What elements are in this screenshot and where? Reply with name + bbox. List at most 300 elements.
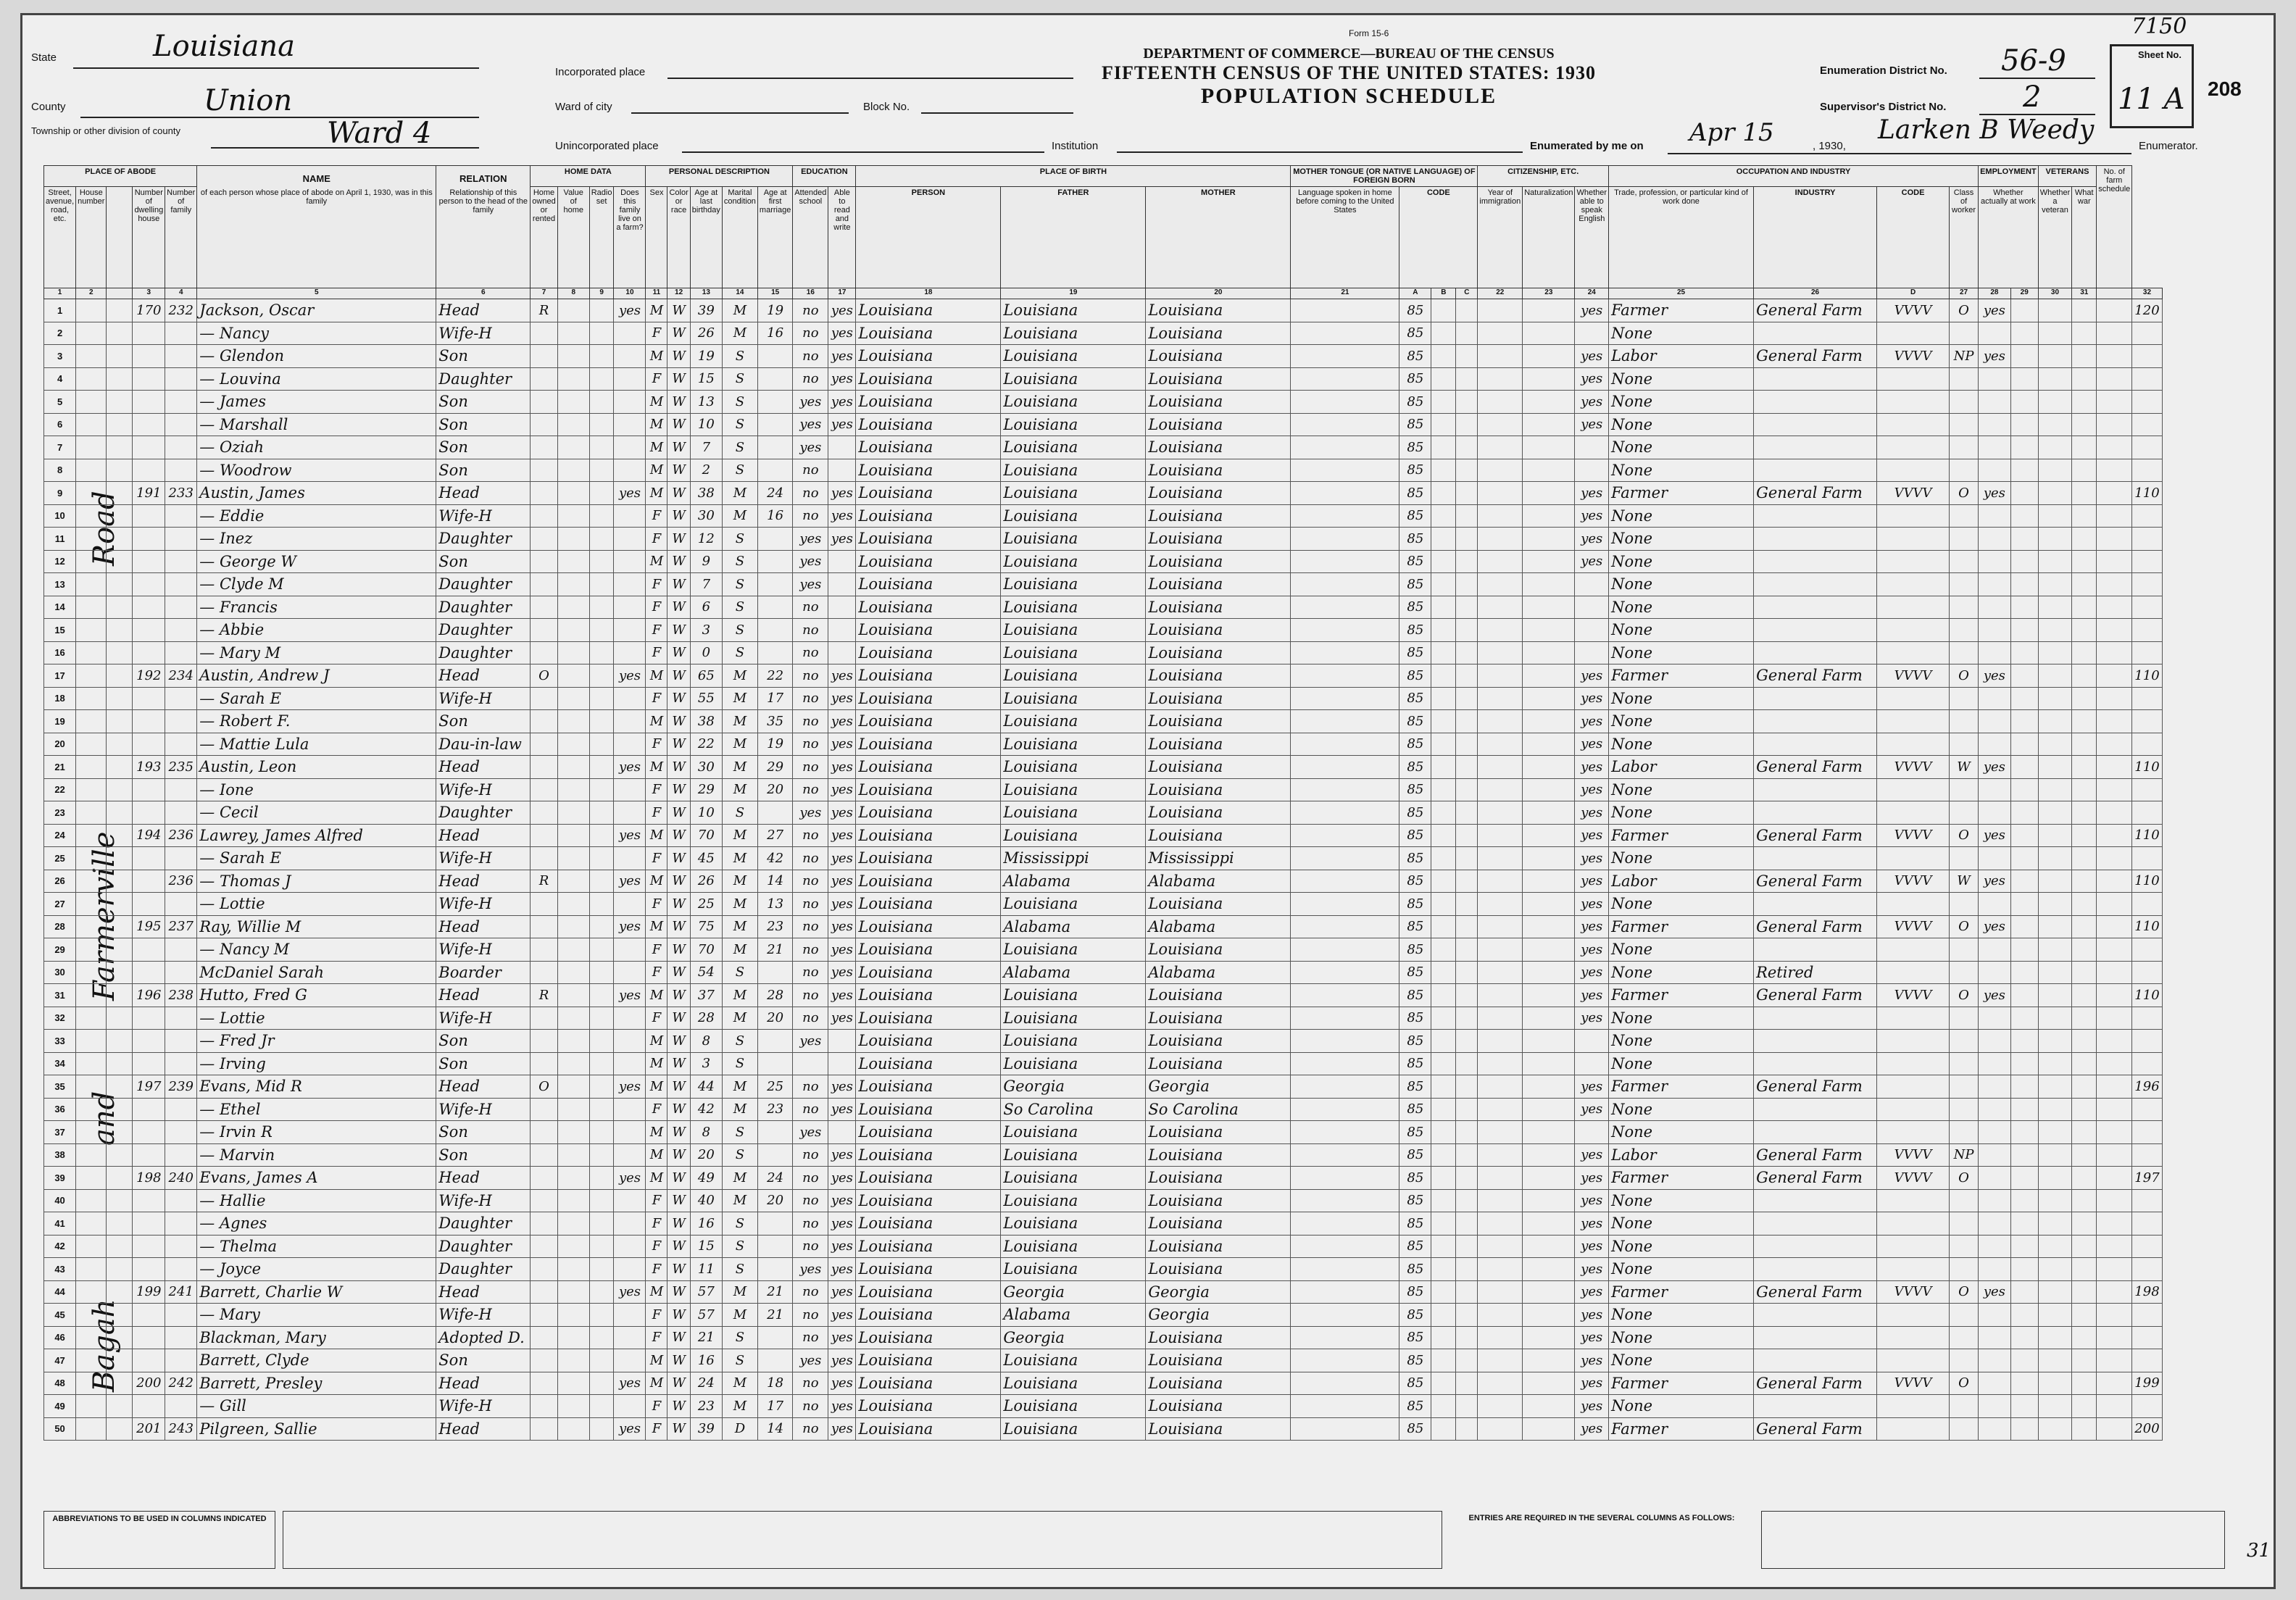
race: W <box>667 961 690 984</box>
marital: M <box>722 893 757 916</box>
industry: General Farm <box>1754 1280 1877 1304</box>
marital: M <box>722 938 757 962</box>
relation: Son <box>436 1349 531 1372</box>
industry <box>1754 573 1877 596</box>
at-work <box>1979 1417 2011 1441</box>
occupation: None <box>1609 322 1754 345</box>
race: W <box>667 1052 690 1075</box>
col-mother-birth: MOTHER <box>1146 187 1291 288</box>
birth-code: 85 <box>1399 641 1431 664</box>
farm-schedule: 196 <box>2132 1075 2162 1099</box>
extra <box>2097 824 2132 847</box>
race: W <box>667 893 690 916</box>
birthplace: Louisiana <box>856 915 1001 938</box>
immigration <box>1478 459 1523 482</box>
english: yes <box>1575 893 1609 916</box>
naturalization <box>1523 1235 1575 1258</box>
war <box>2072 733 2097 756</box>
language <box>1291 984 1399 1007</box>
school: no <box>793 915 828 938</box>
farm-schedule: 110 <box>2132 664 2162 688</box>
occupation: None <box>1609 1326 1754 1349</box>
at-work: yes <box>1979 915 2011 938</box>
birth-code: 85 <box>1399 893 1431 916</box>
home-owned <box>531 1189 557 1212</box>
family-number <box>165 345 197 368</box>
state-value: Louisiana <box>153 30 295 63</box>
family-number <box>165 1235 197 1258</box>
naturalization <box>1523 1052 1575 1075</box>
person-name: — Hallie <box>197 1189 436 1212</box>
farm-schedule <box>2132 1030 2162 1053</box>
birthplace: Louisiana <box>856 619 1001 642</box>
english: yes <box>1575 915 1609 938</box>
class-worker: NP <box>1950 345 1979 368</box>
family-number <box>165 619 197 642</box>
col-person-birth: PERSON <box>856 187 1001 288</box>
street-cell <box>76 1349 107 1372</box>
immigration <box>1478 1417 1523 1441</box>
school: yes <box>793 413 828 436</box>
line-number: 35 <box>44 1075 76 1099</box>
home-value <box>557 413 589 436</box>
age: 70 <box>690 938 722 962</box>
enumerator-name: Larken B Weedy <box>1878 115 2095 145</box>
birth-code: 85 <box>1399 550 1431 573</box>
mother-birthplace: Louisiana <box>1146 893 1291 916</box>
occupation: Farmer <box>1609 1417 1754 1441</box>
col-relation-title: RELATION <box>459 173 507 184</box>
veteran <box>2038 641 2072 664</box>
person-name: — Lottie <box>197 1007 436 1030</box>
radio-set <box>589 915 614 938</box>
class-worker <box>1950 1417 1979 1441</box>
class-worker <box>1950 778 1979 801</box>
code-b <box>1431 1212 1456 1236</box>
house-cell <box>107 847 133 870</box>
farm-schedule: 110 <box>2132 824 2162 847</box>
house-cell <box>107 893 133 916</box>
person-name: Barrett, Presley <box>197 1372 436 1395</box>
work-no <box>2010 961 2038 984</box>
school: no <box>793 1417 828 1441</box>
table-row <box>44 1235 2163 1258</box>
marital: M <box>722 1280 757 1304</box>
birth-code: 85 <box>1399 756 1431 779</box>
class-worker <box>1950 1349 1979 1372</box>
class-worker: O <box>1950 299 1979 322</box>
class-worker: O <box>1950 1372 1979 1395</box>
at-work <box>1979 1030 2011 1053</box>
house-cell <box>107 733 133 756</box>
farm-flag: yes <box>614 915 646 938</box>
column-number: 28 <box>1979 288 2011 299</box>
dwelling-number <box>133 550 165 573</box>
census-title: FIFTEENTH CENSUS OF THE UNITED STATES: 1930 <box>1101 62 1597 83</box>
school: no <box>793 1326 828 1349</box>
work-no <box>2010 1280 2038 1304</box>
father-birthplace: Louisiana <box>1001 1372 1146 1395</box>
read-write: yes <box>828 413 856 436</box>
work-no <box>2010 1235 2038 1258</box>
immigration <box>1478 984 1523 1007</box>
read-write: yes <box>828 1372 856 1395</box>
street-cell <box>76 1007 107 1030</box>
street-cell <box>76 756 107 779</box>
age-married: 20 <box>757 778 792 801</box>
extra <box>2097 1372 2132 1395</box>
race: W <box>667 984 690 1007</box>
naturalization <box>1523 459 1575 482</box>
work-no <box>2010 1417 2038 1441</box>
page-number: 208 <box>2208 78 2242 100</box>
at-work <box>1979 391 2011 414</box>
home-owned <box>531 1052 557 1075</box>
occ-code: VVVV <box>1877 824 1950 847</box>
occupation: None <box>1609 619 1754 642</box>
class-worker <box>1950 1052 1979 1075</box>
veteran <box>2038 1326 2072 1349</box>
immigration <box>1478 961 1523 984</box>
table-row <box>44 459 2163 482</box>
line-number: 27 <box>44 893 76 916</box>
extra <box>2097 573 2132 596</box>
age-married <box>757 1326 792 1349</box>
sex: F <box>646 528 667 551</box>
birth-code: 85 <box>1399 1258 1431 1281</box>
language <box>1291 893 1399 916</box>
read-write: yes <box>828 299 856 322</box>
house-cell <box>107 619 133 642</box>
code-b <box>1431 847 1456 870</box>
line-number: 13 <box>44 573 76 596</box>
home-value <box>557 1280 589 1304</box>
column-number: 17 <box>828 288 856 299</box>
mother-birthplace: Louisiana <box>1146 596 1291 619</box>
township-underline <box>211 147 479 149</box>
relation: Son <box>436 391 531 414</box>
naturalization <box>1523 1075 1575 1099</box>
occ-code <box>1877 710 1950 733</box>
marital: M <box>722 733 757 756</box>
immigration <box>1478 413 1523 436</box>
col-relation <box>436 166 531 288</box>
code-c <box>1456 322 1478 345</box>
farm-schedule <box>2132 687 2162 710</box>
industry <box>1754 413 1877 436</box>
column-number: 26 <box>1754 288 1877 299</box>
sex: M <box>646 345 667 368</box>
table-row <box>44 687 2163 710</box>
school: yes <box>793 1349 828 1372</box>
radio-set <box>589 1235 614 1258</box>
veteran <box>2038 1121 2072 1144</box>
house-cell <box>107 528 133 551</box>
home-owned <box>531 459 557 482</box>
line-number: 46 <box>44 1326 76 1349</box>
industry <box>1754 710 1877 733</box>
farm-flag: yes <box>614 664 646 688</box>
age-married: 16 <box>757 322 792 345</box>
column-number: 20 <box>1146 288 1291 299</box>
class-worker <box>1950 1304 1979 1327</box>
work-no <box>2010 619 2038 642</box>
age-married <box>757 1258 792 1281</box>
mother-birthplace: Louisiana <box>1146 459 1291 482</box>
unincorporated-label: Unincorporated place <box>555 140 659 152</box>
read-write: yes <box>828 345 856 368</box>
person-name: — Thelma <box>197 1235 436 1258</box>
birthplace: Louisiana <box>856 984 1001 1007</box>
street-cell <box>76 801 107 825</box>
home-owned <box>531 1326 557 1349</box>
family-number <box>165 391 197 414</box>
marital: M <box>722 1395 757 1418</box>
school: no <box>793 1007 828 1030</box>
father-birthplace: Mississippi <box>1001 847 1146 870</box>
class-worker <box>1950 1395 1979 1418</box>
school: yes <box>793 391 828 414</box>
marital: S <box>722 1052 757 1075</box>
home-owned: R <box>531 870 557 893</box>
industry <box>1754 687 1877 710</box>
father-birthplace: Louisiana <box>1001 528 1146 551</box>
farm-flag <box>614 391 646 414</box>
extra <box>2097 504 2132 528</box>
farm-flag <box>614 459 646 482</box>
dwelling-number <box>133 687 165 710</box>
code-b <box>1431 299 1456 322</box>
english: yes <box>1575 961 1609 984</box>
school: no <box>793 482 828 505</box>
industry <box>1754 528 1877 551</box>
family-number <box>165 367 197 391</box>
corner-mark: 31 <box>2247 1540 2271 1562</box>
occupation: None <box>1609 1304 1754 1327</box>
industry: General Farm <box>1754 299 1877 322</box>
race: W <box>667 641 690 664</box>
person-name: — Nancy M <box>197 938 436 962</box>
code-c <box>1456 801 1478 825</box>
street-cell <box>76 1280 107 1304</box>
table-row <box>44 1075 2163 1099</box>
occupation: None <box>1609 801 1754 825</box>
race: W <box>667 710 690 733</box>
dwelling-number: 200 <box>133 1372 165 1395</box>
home-owned <box>531 1395 557 1418</box>
column-number: 12 <box>667 288 690 299</box>
age-married: 17 <box>757 1395 792 1418</box>
occupation: Farmer <box>1609 915 1754 938</box>
relation: Daughter <box>436 1235 531 1258</box>
occ-code <box>1877 1007 1950 1030</box>
read-write: yes <box>828 1098 856 1121</box>
age-married: 42 <box>757 847 792 870</box>
family-number <box>165 733 197 756</box>
occupation: Farmer <box>1609 299 1754 322</box>
immigration <box>1478 573 1523 596</box>
line-number: 50 <box>44 1417 76 1441</box>
home-value <box>557 641 589 664</box>
house-cell <box>107 391 133 414</box>
veteran <box>2038 984 2072 1007</box>
occupation: None <box>1609 1052 1754 1075</box>
farm-schedule <box>2132 961 2162 984</box>
mother-birthplace: Louisiana <box>1146 1326 1291 1349</box>
school: no <box>793 756 828 779</box>
marital: S <box>722 1212 757 1236</box>
language <box>1291 1372 1399 1395</box>
relation: Son <box>436 345 531 368</box>
immigration <box>1478 528 1523 551</box>
industry <box>1754 733 1877 756</box>
sex: F <box>646 1326 667 1349</box>
code-c <box>1456 1280 1478 1304</box>
naturalization <box>1523 801 1575 825</box>
occupation: None <box>1609 710 1754 733</box>
at-work <box>1979 1189 2011 1212</box>
naturalization <box>1523 1417 1575 1441</box>
age: 37 <box>690 984 722 1007</box>
work-no <box>2010 596 2038 619</box>
extra <box>2097 801 2132 825</box>
occupation: None <box>1609 1007 1754 1030</box>
race: W <box>667 824 690 847</box>
work-no <box>2010 482 2038 505</box>
marital: S <box>722 801 757 825</box>
industry <box>1754 1212 1877 1236</box>
work-no <box>2010 550 2038 573</box>
immigration <box>1478 1212 1523 1236</box>
at-work <box>1979 1212 2011 1236</box>
house-cell <box>107 1143 133 1167</box>
english <box>1575 1052 1609 1075</box>
age: 3 <box>690 1052 722 1075</box>
farm-schedule <box>2132 1143 2162 1167</box>
home-owned <box>531 938 557 962</box>
radio-set <box>589 1417 614 1441</box>
veteran <box>2038 1075 2072 1099</box>
marital: M <box>722 1075 757 1099</box>
marital: M <box>722 915 757 938</box>
home-owned <box>531 528 557 551</box>
col-sex: Sex <box>646 187 667 288</box>
table-row <box>44 596 2163 619</box>
birthplace: Louisiana <box>856 459 1001 482</box>
table-row <box>44 915 2163 938</box>
age: 24 <box>690 1372 722 1395</box>
radio-set <box>589 1030 614 1053</box>
school: no <box>793 824 828 847</box>
farm-flag <box>614 1143 646 1167</box>
naturalization <box>1523 1326 1575 1349</box>
class-worker <box>1950 1121 1979 1144</box>
street-cell <box>76 550 107 573</box>
farm-flag <box>614 345 646 368</box>
occupation: None <box>1609 1395 1754 1418</box>
group-personal: PERSONAL DESCRIPTION <box>646 166 793 187</box>
marital: M <box>722 1007 757 1030</box>
radio-set <box>589 1326 614 1349</box>
extra <box>2097 528 2132 551</box>
census-rows <box>44 299 2163 1441</box>
person-name: Barrett, Charlie W <box>197 1280 436 1304</box>
english: yes <box>1575 1417 1609 1441</box>
war <box>2072 710 2097 733</box>
read-write <box>828 596 856 619</box>
home-owned <box>531 1098 557 1121</box>
farm-flag <box>614 596 646 619</box>
relation: Head <box>436 756 531 779</box>
age: 8 <box>690 1030 722 1053</box>
english: yes <box>1575 1098 1609 1121</box>
code-b <box>1431 619 1456 642</box>
person-name: — Mattie Lula <box>197 733 436 756</box>
dwelling-number: 197 <box>133 1075 165 1099</box>
relation: Daughter <box>436 641 531 664</box>
home-value <box>557 504 589 528</box>
english: yes <box>1575 482 1609 505</box>
code-b <box>1431 1121 1456 1144</box>
dwelling-number <box>133 391 165 414</box>
war <box>2072 1304 2097 1327</box>
marital: S <box>722 413 757 436</box>
street-cell <box>76 824 107 847</box>
farm-schedule: 197 <box>2132 1167 2162 1190</box>
house-cell <box>107 710 133 733</box>
code-c <box>1456 573 1478 596</box>
occupation: Farmer <box>1609 1075 1754 1099</box>
radio-set <box>589 847 614 870</box>
home-owned <box>531 573 557 596</box>
line-number: 37 <box>44 1121 76 1144</box>
class-worker <box>1950 687 1979 710</box>
column-number: 14 <box>722 288 757 299</box>
table-row <box>44 573 2163 596</box>
abbrev-box <box>43 1511 275 1569</box>
farm-flag <box>614 1052 646 1075</box>
farm-schedule <box>2132 778 2162 801</box>
home-owned: R <box>531 299 557 322</box>
street-cell <box>76 413 107 436</box>
code-b <box>1431 1304 1456 1327</box>
sheet-box <box>2110 44 2194 128</box>
immigration <box>1478 1143 1523 1167</box>
state-label: State <box>31 51 57 64</box>
school: yes <box>793 573 828 596</box>
extra <box>2097 1349 2132 1372</box>
school: no <box>793 1304 828 1327</box>
war <box>2072 345 2097 368</box>
work-no <box>2010 391 2038 414</box>
english: yes <box>1575 1212 1609 1236</box>
occ-code <box>1877 367 1950 391</box>
home-owned <box>531 1372 557 1395</box>
work-no <box>2010 1052 2038 1075</box>
language <box>1291 710 1399 733</box>
incorporated-label: Incorporated place <box>555 66 646 78</box>
veteran <box>2038 733 2072 756</box>
radio-set <box>589 1372 614 1395</box>
farm-flag <box>614 1189 646 1212</box>
age: 7 <box>690 573 722 596</box>
war <box>2072 1075 2097 1099</box>
home-value <box>557 824 589 847</box>
dwelling-number <box>133 778 165 801</box>
dwelling-number: 198 <box>133 1167 165 1190</box>
immigration <box>1478 733 1523 756</box>
farm-schedule <box>2132 1304 2162 1327</box>
